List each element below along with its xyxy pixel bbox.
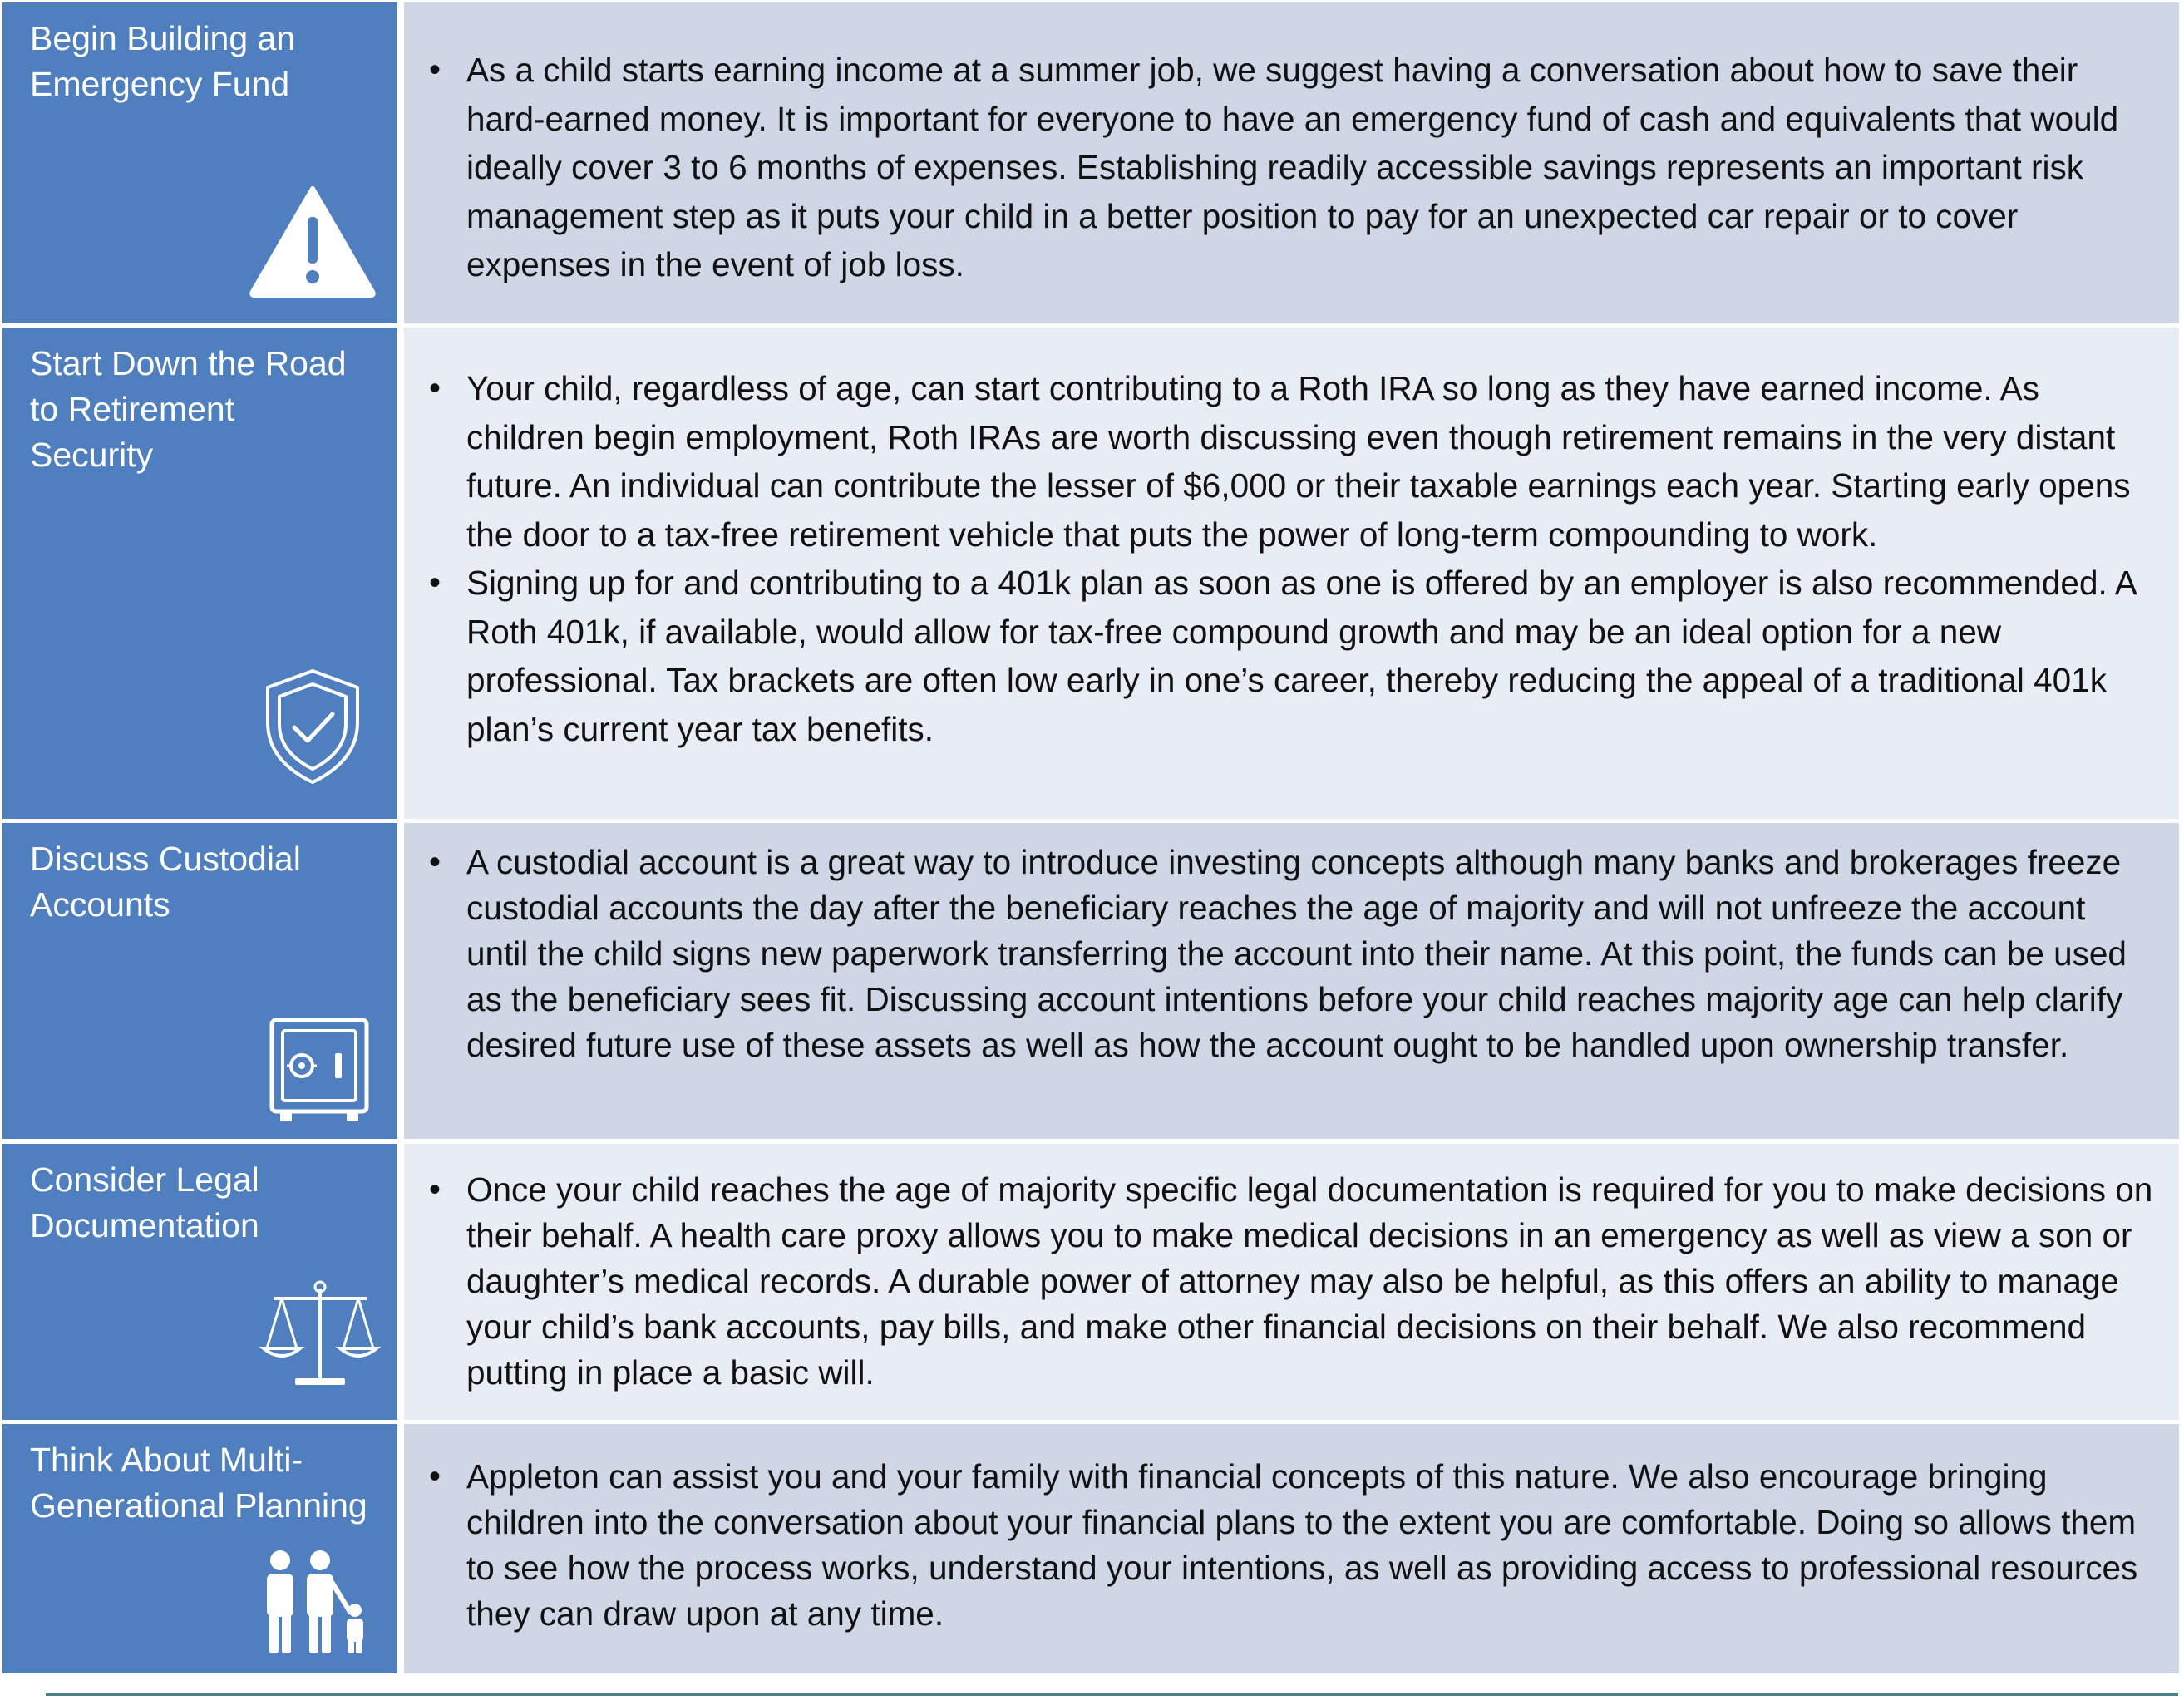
row-content-cell (404, 2, 2179, 323)
row-title: Start Down the Road to Retirement Security (30, 344, 347, 474)
footer-rule (46, 1693, 2178, 1696)
bullet-list (466, 1454, 2154, 1637)
bullet-item: • As a child starts earning income at a summer job, we suggest having a conversation about how to save their hard-earned money. It is important for everyone to have an emergency fund of cash and equivalents that would ideally cover 3 to 6 months of expenses. Establishing readily accessible savings represents an important risk management step as it puts your child in a better position to pay for an unexpected car repair or to cover expenses in the event of job loss. (466, 46, 2154, 289)
bullet-list (466, 364, 2154, 753)
table-row (2, 328, 2179, 819)
table-row (2, 823, 2179, 1139)
row-content-cell (404, 1144, 2179, 1420)
table-row (2, 2, 2179, 323)
bullet-item: • Signing up for and contributing to a 401k plan as soon as one is offered by an employer is also recommended. A Roth 401k, if available, would allow for tax-free compound growth and may be an ideal option for a new professional. Tax brackets are often low early in one’s career, thereby reducing the appeal of a traditional 401k plan’s current year tax benefits. (466, 559, 2154, 753)
row-label-cell (2, 823, 397, 1139)
bullet-list (466, 46, 2154, 289)
row-title: Think About Multi- Generational Planning (30, 1441, 367, 1525)
bullet-item: • Once your child reaches the age of majority specific legal documentation is required for you to make decisions on their behalf. A health care proxy allows you to make medical decisions in an emergency as well as view a son or daughter’s medical records. A durable power of attorney may also be helpful, as this offers an ability to manage your child’s bank accounts, pay bills, and make other financial decisions on their behalf. We also recommend putting in place a basic will. (466, 1167, 2154, 1396)
row-label-cell (2, 1144, 397, 1420)
row-label-cell (2, 2, 397, 323)
row-content-cell (404, 823, 2179, 1139)
safe-icon (269, 1017, 370, 1125)
row-title: Discuss Custodial Accounts (30, 840, 301, 924)
warning-icon (249, 185, 376, 298)
row-content-cell (404, 328, 2179, 819)
shield-check-icon (263, 668, 362, 786)
row-label-cell (2, 1424, 397, 1673)
row-content-cell (404, 1424, 2179, 1673)
bullet-list (466, 1167, 2154, 1396)
bullet-item: • A custodial account is a great way to introduce investing concepts although many banks and brokerages freeze custodial accounts the day after the beneficiary reaches the age of majority and will not unfreeze the account until the child signs new paperwork transferring the account into their name. At this point, the funds can be used as the beneficiary sees fit. Discussing account intentions before your child reaches majority age can help clarify desired future use of these assets as well as how the account ought to be handled upon ownership transfer. (466, 840, 2154, 1068)
bullet-item: • Appleton can assist you and your family with financial concepts of this nature. We also encourage bringing children into the conversation about your financial plans to the extent you are comfortable. Doing so allows them to see how the process works, understand your intentions, as well as providing access to professional resources they can draw upon at any time. (466, 1454, 2154, 1637)
bullet-item: • Your child, regardless of age, can start contributing to a Roth IRA so long as they have earned income. As children begin employment, Roth IRAs are worth discussing even though retirement remains in the very distant future. An individual can contribute the lesser of $6,000 or their taxable earnings each year. Starting early opens the door to a tax-free retirement vehicle that puts the power of long-term compounding to work. (466, 364, 2154, 559)
bullet-list (466, 840, 2154, 1068)
row-title: Begin Building an Emergency Fund (30, 19, 296, 103)
table-row (2, 1424, 2179, 1673)
row-title: Consider Legal Documentation (30, 1160, 259, 1244)
scales-icon (259, 1277, 382, 1390)
row-label-cell (2, 328, 397, 819)
family-icon (257, 1549, 373, 1655)
table-row (2, 1144, 2179, 1420)
